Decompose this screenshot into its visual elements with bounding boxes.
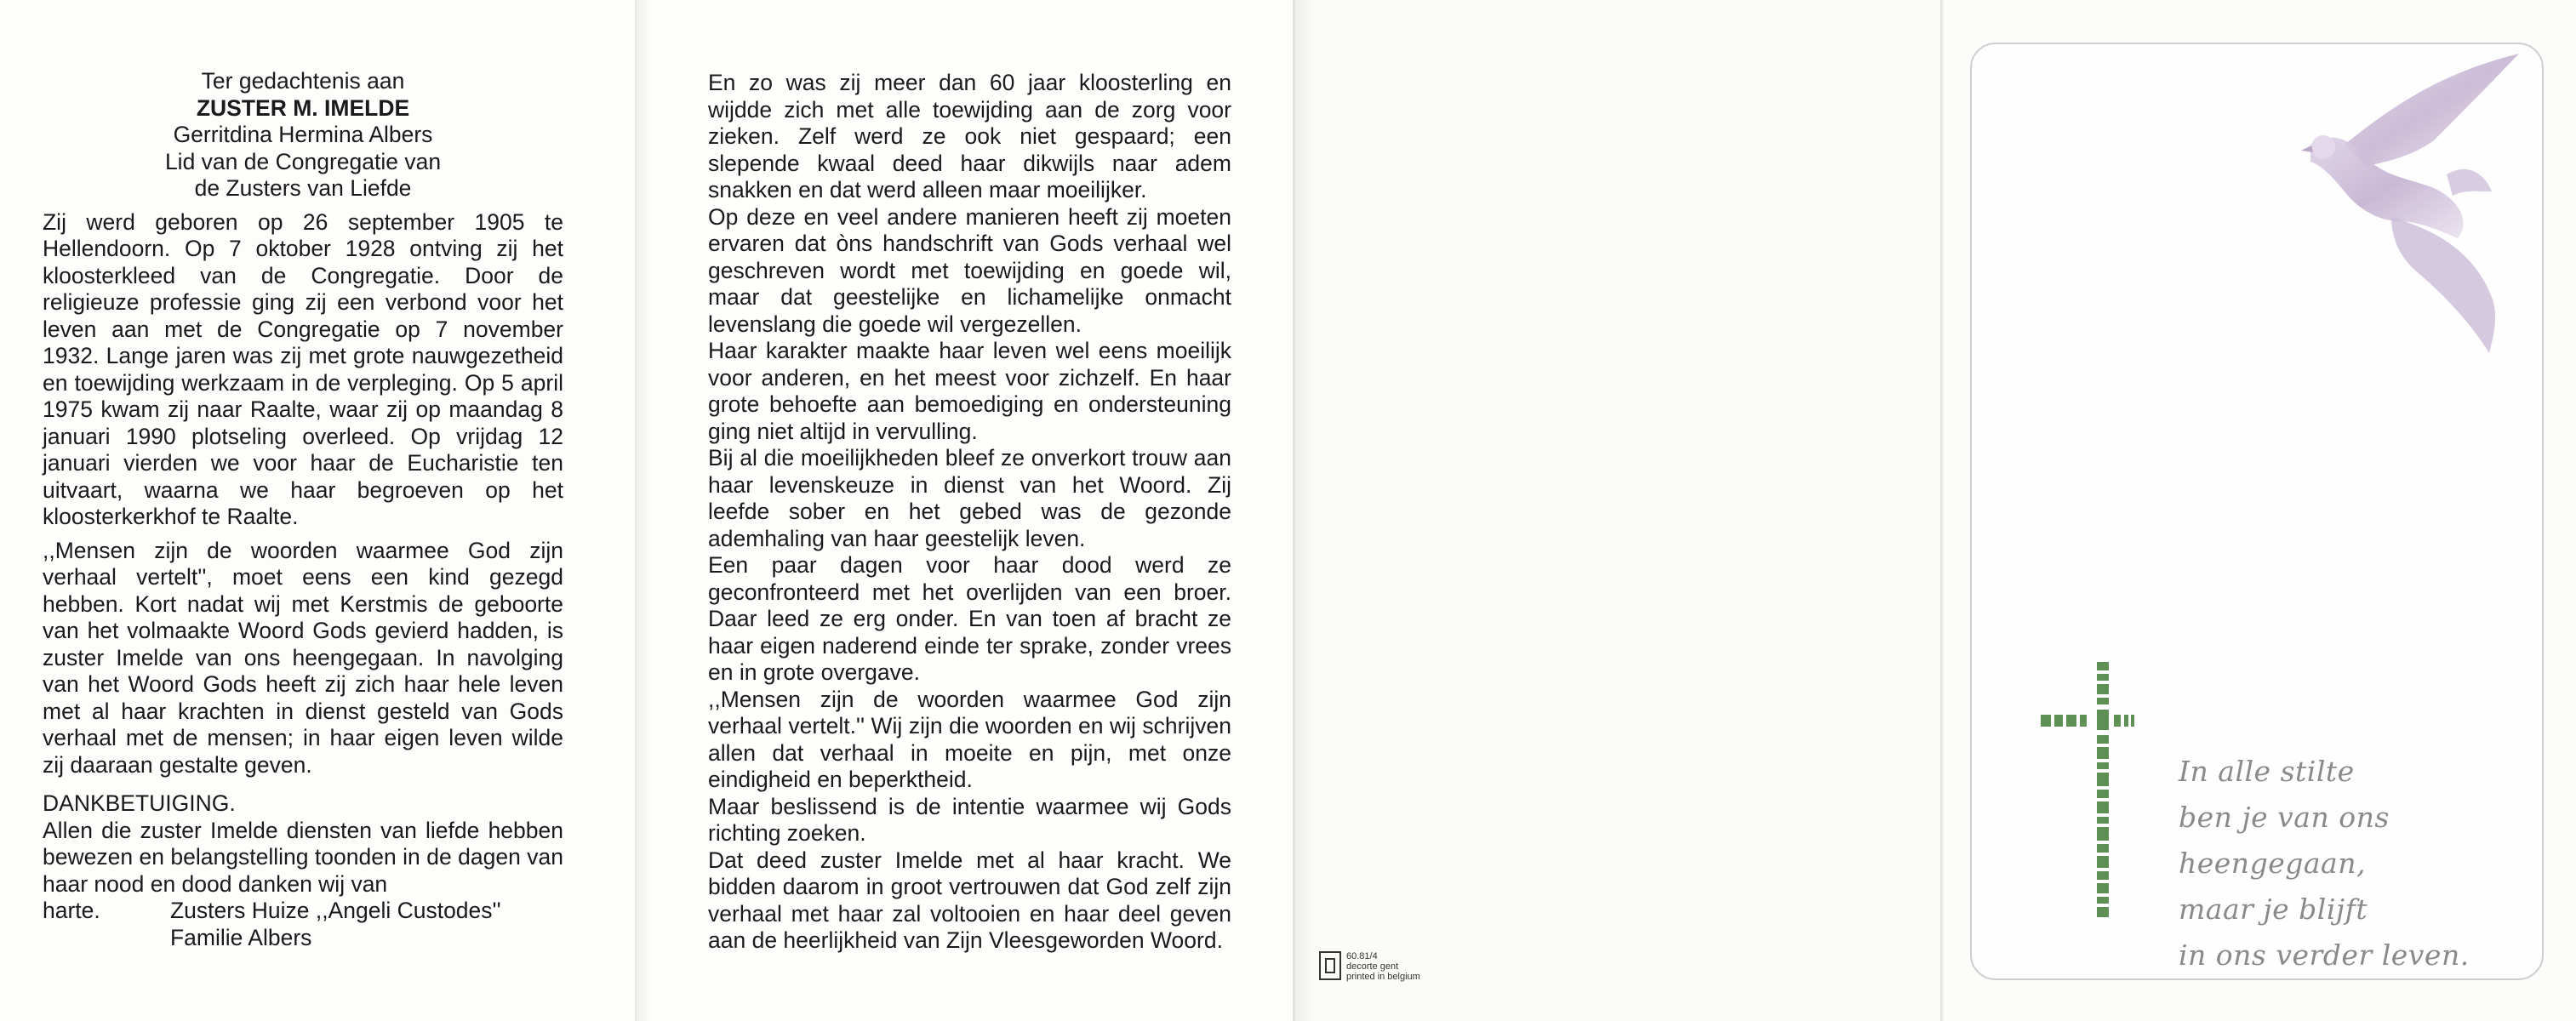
thanks-heading: DANKBETUIGING.	[43, 790, 236, 816]
memorial-header	[43, 68, 563, 202]
middle-paragraph-6: ,,Mensen zijn de woorden waarmee God zijn verhaal vertelt.'' Wij zijn die woorden en wij schrijven allen dat verhaal in moeite en pijn, met onze eindigheid en beperktheid.	[708, 686, 1231, 792]
middle-paragraph-1: En zo was zij meer dan 60 jaar kloosterling en wijdde zich met alle toewijding aan de zorg voor zieken. Zelf werd ze ook niet gespaard; een slepende kwaal deed haar dikwijls naar adem snakken en dat werd alleen maar moeilijker.	[708, 70, 1231, 202]
left-text-column	[43, 68, 563, 951]
printer-logo-icon	[1319, 951, 1341, 980]
poem-line-3: maar je blijft	[2179, 893, 2368, 926]
signature-convent: Zusters Huize ,,Angeli Custodes''	[170, 898, 501, 923]
middle-paragraph-7: Maar beslissend is de intentie waarmee wij Gods richting zoeken.	[708, 793, 1231, 846]
poem-line-2: ben je van ons heengegaan,	[2179, 801, 2390, 880]
deceased-name: ZUSTER M. IMELDE	[196, 94, 410, 121]
poem-line-1: In alle stilte	[2179, 755, 2355, 788]
congregation-line-2: de Zusters van Liefde	[194, 175, 412, 201]
middle-panel	[638, 0, 1295, 1021]
poem-line-4: in ons verder leven.	[2179, 938, 2470, 972]
left-panel	[0, 0, 637, 1021]
back-panel	[1298, 0, 1942, 1021]
middle-paragraph-2: Op deze en veel andere manieren heeft zij moeten ervaren dat òns handschrift van Gods verhaal wel geschreven wordt met toewijding en goede wil, maar dat geestelijke en lichamelijke onmacht levenslang die goede wil vergezellen.	[708, 203, 1231, 337]
dove-icon	[2264, 47, 2536, 362]
printer-mark	[1319, 951, 1420, 982]
middle-paragraph-8: Dat deed zuster Imelde met al haar kracht. We bidden daarom in groot vertrouwen dat God zelf zijn verhaal met haar zal voltooien en haar deel geven aan de heerlijkheid van Zijn Vleesgeworden Woord.	[708, 847, 1231, 953]
signature-row	[43, 898, 563, 925]
middle-paragraph-3: Haar karakter maakte haar leven wel eens moeilijk voor anderen, en het meest voor zichzelf. En haar grote behoefte aan bemoediging en ondersteuning ging niet altijd in vervulling.	[708, 338, 1231, 444]
middle-text-column	[708, 66, 1231, 955]
printer-origin: printed in belgium	[1346, 972, 1420, 982]
reflection-paragraph: ,,Mensen zijn de woorden waarmee God zijn verhaal vertelt'', moet eens een kind gezegd hebben. Kort nadat wij met Kerstmis de geboorte van het volmaakte Woord Gods gevierd hadden, is zuster Imelde van ons heengegaan. In navolging van het Woord Gods heeft zij zich haar hele leven met al haar krachten in dienst gesteld van Gods verhaal met de mensen; in haar eigen leven wilde zij daaraan gestalte geven.	[43, 537, 563, 778]
cover-poem	[2179, 749, 2576, 978]
fold-shadow	[1298, 0, 1313, 1021]
header-intro: Ter gedachtenis aan	[201, 68, 405, 94]
cross-icon	[2041, 662, 2134, 926]
congregation-line-1: Lid van de Congregatie van	[164, 148, 442, 174]
middle-paragraph-5: Een paar dagen voor haar dood werd ze geconfronteerd met het overlijden van een broer. Daar leed ze erg onder. En van toen af bracht ze haar eigen naderend einde ter sprake, zonder vrees en in grote overgave.	[708, 552, 1231, 685]
printer-name: decorte gent	[1346, 961, 1399, 972]
middle-paragraph-4: Bij al die moeilijkheden bleef ze onverkort trouw aan haar levenskeuze in dienst van het Woord. Zij leefde sober en het gebed was de gezonde ademhaling van haar geestelijk leven.	[708, 445, 1231, 551]
birth-name: Gerritdina Hermina Albers	[173, 122, 433, 147]
signature-family: Familie Albers	[170, 924, 312, 950]
thanks-text: Allen die zuster Imelde diensten van liefde hebben bewezen en belangstelling toonden in de dagen van haar nood en dood danken wij van	[43, 817, 563, 897]
fold-shadow	[638, 0, 654, 1021]
printer-code: 60.81/4	[1346, 951, 1378, 961]
biography-paragraph: Zij werd geboren op 26 september 1905 te Hellendoorn. Op 7 oktober 1928 ontving zij het kloosterkleed van de Congregatie. Door de religieuze professie ging zij een verbond voor het leven aan met de Congregatie op 7 november 1932. Lange jaren was zij met grote nauwgezetheid en toewijding werkzaam in de verpleging. Op 5 april 1975 kwam zij naar Raalte, waar zij op maandag 8 januari 1990 plotseling overleed. Op vrijdag 12 januari vierden we voor haar de Eucharistie ten uitvaart, waarna we haar begroeven op het kloosterkerkhof te Raalte.	[43, 208, 563, 529]
thanks-last-word: harte.	[43, 898, 100, 923]
